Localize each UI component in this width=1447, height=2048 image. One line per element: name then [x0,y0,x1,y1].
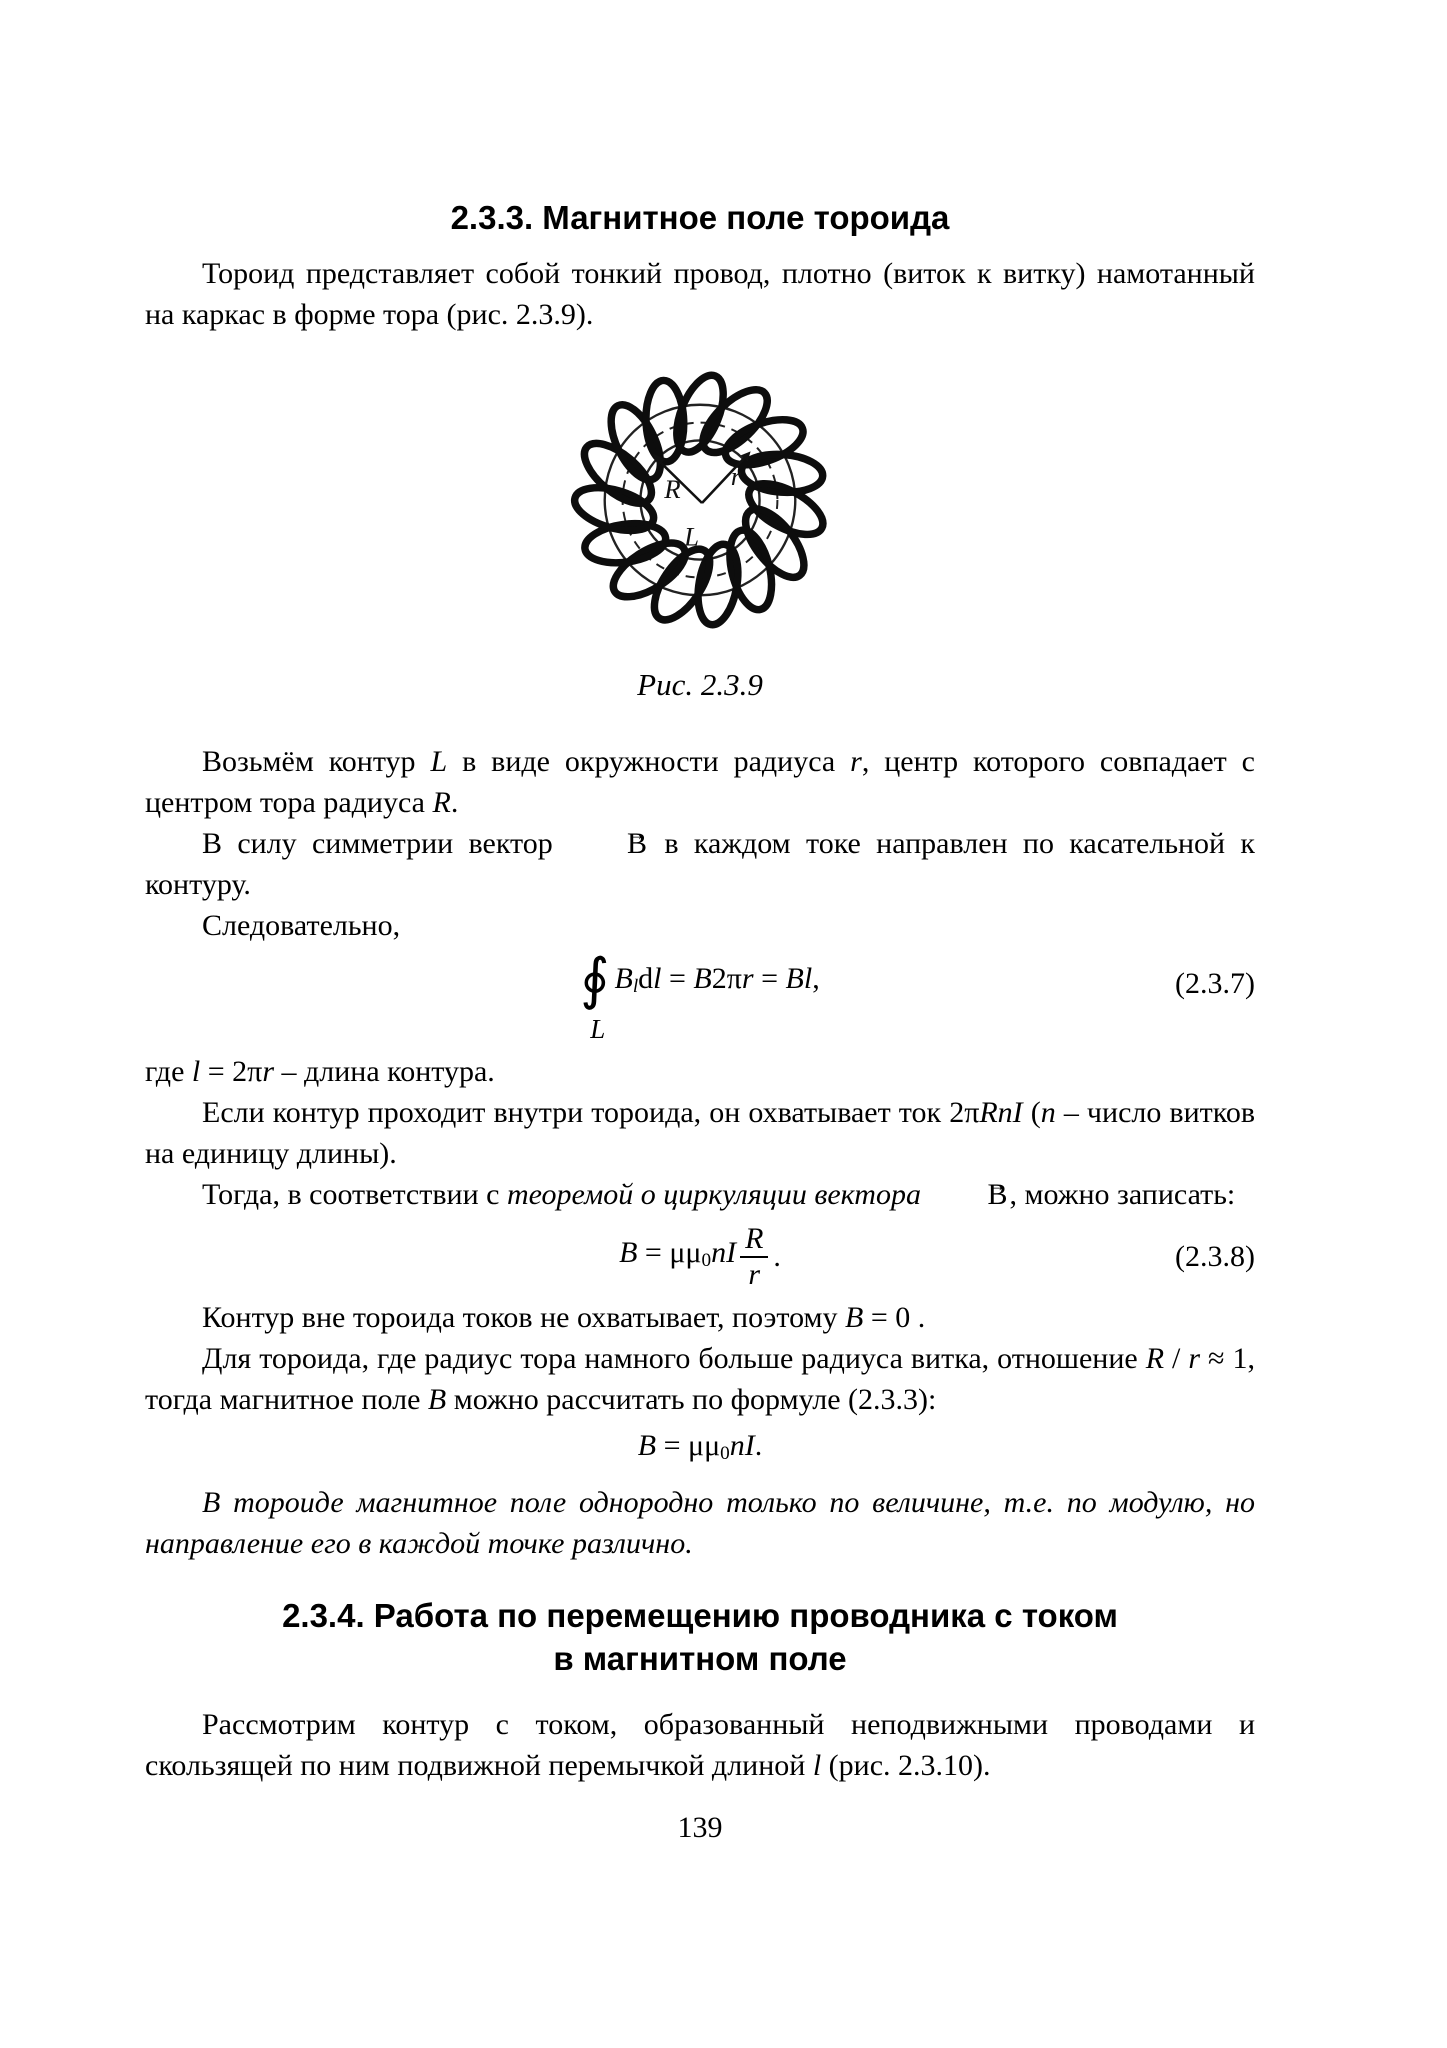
coil-loop [605,532,694,607]
equation-2-3-7 [145,949,1255,1044]
paragraph-uniform-field: В тороиде магнитное поле однородно только по величине, т.е. по модулю, но направление его в каждой точке различно. [145,1486,1255,1561]
fraction-R-over-r [740,1223,768,1291]
fraction-numerator: R [740,1223,768,1258]
paragraph-contour: Возьмём контур L в виде окружности радиуса r, центр которого совпадает с центром тора радиуса R. [145,745,1255,819]
contour-integral-symbol [580,949,610,1044]
oint-glyph: ∮ [580,949,610,1011]
equation-2-3-7-expression: Bldl = B2πr = Bl, [614,962,820,998]
equation-2-3-8-lhs: B = μμ0nI [619,1235,737,1272]
paragraph-symmetry: В силу симметрии вектор B → в каждом токе направлен по касательной к контуру. [145,823,1255,905]
paragraph-outside: Контур вне тороида токов не охватывает, поэтому B = 0 . [202,1301,926,1334]
paragraph-then: Тогда, в соответствии с теоремой о циркуляции вектора B →, можно записать: [145,1174,1255,1215]
equation-2-3-3-expression: B = μμ0nI. [637,1429,763,1465]
coil-loop [570,480,659,539]
section-title-2-3-3: 2.3.3. Магнитное поле тороида [450,199,950,236]
oint-subscript-L: L [590,1014,606,1044]
coil-windings [570,369,831,629]
section-title-2-3-4 [145,1594,1255,1680]
equation-2-3-3 [145,1424,1255,1476]
label-R: R [664,474,681,505]
paragraph-toroid-definition: Тороид представляет собой тонкий провод, плотно (виток к витку) намотанный на каркас в форме тора (рис. 2.3.9). [145,257,1255,331]
paragraph-where: где l = 2πr – длина контура. [145,1055,495,1088]
equation-number-2-3-7: (2.3.7) [1175,966,1255,1000]
fraction-denominator: r [748,1258,761,1291]
text-column [145,196,1255,1848]
coil-loop [601,397,671,487]
page-number: 139 [677,1811,723,1845]
paragraph-ratio: Для тороида, где радиус тора намного больше радиуса витка, отношение R / r ≈ 1, тогда магнитное поле B можно рассчитать по формуле (2.3.3): [145,1342,1255,1416]
paragraph-hence: Следовательно, [202,909,401,942]
equation-number-2-3-8: (2.3.8) [1175,1240,1255,1273]
paragraph-if-contour: Если контур проходит внутри тороида, он охватывает ток 2πRnI (n – число витков на единицу длины). [145,1096,1255,1170]
label-r: r [730,461,742,492]
paragraph-next-section-intro: Рассмотрим контур с током, образованный неподвижными проводами и скользящей по ним подвижной перемычкой длиной l (рис. 2.3.10). [145,1708,1255,1783]
figure-caption: Рис. 2.3.9 [637,667,763,702]
equation-2-3-8 [145,1223,1255,1291]
section-title-2-3-4-line1: 2.3.4. Работа по перемещению проводника с током [282,1597,1118,1635]
coil-loop [735,500,815,587]
figure-toroid [145,361,1255,705]
label-L: L [684,521,700,552]
toroid-drawing [566,361,834,649]
equation-2-3-8-period: . [773,1240,781,1273]
section-title-2-3-4-line2: в магнитном поле [553,1640,847,1678]
